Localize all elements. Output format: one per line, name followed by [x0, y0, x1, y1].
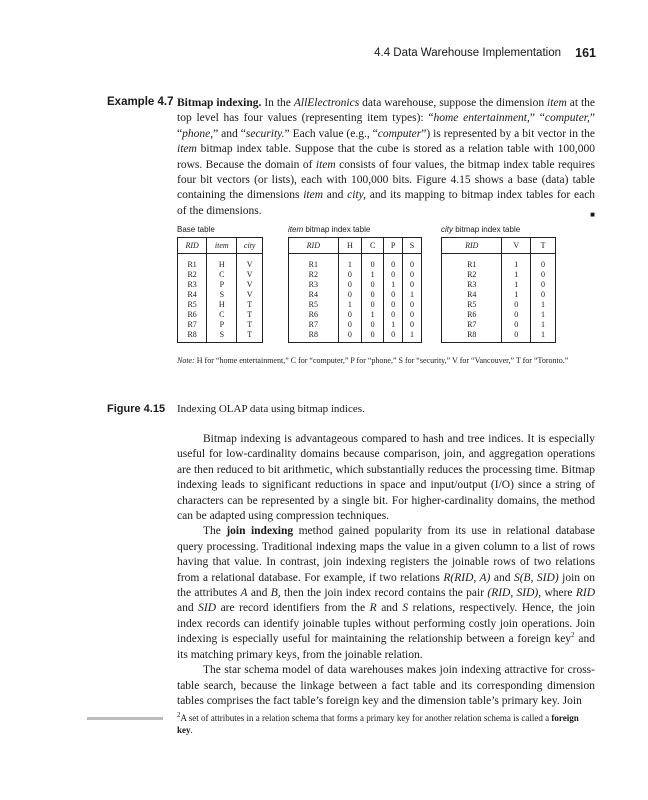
city-table-header: V	[502, 238, 531, 254]
table-row	[442, 310, 556, 320]
table-cell: 1	[531, 330, 556, 343]
table-row	[289, 300, 422, 310]
table-row	[289, 290, 422, 300]
table-row	[442, 320, 556, 330]
table-cell: 0	[403, 300, 422, 310]
base-table	[177, 237, 263, 343]
table-cell: 0	[502, 320, 531, 330]
table-cell: 1	[384, 280, 403, 290]
table-cell: R1	[178, 254, 207, 271]
table-cell: P	[207, 320, 237, 330]
item-table-header: RID	[289, 238, 339, 254]
table-cell: R1	[289, 254, 339, 271]
table-cell: 0	[384, 254, 403, 271]
table-cell: 0	[531, 254, 556, 271]
footnote: $^2$A set of attributes in a relation schema that forms a primary key for another relation schema is called a foreign key.	[177, 711, 579, 735]
table-cell: H	[207, 300, 237, 310]
example-label: Example 4.7	[107, 96, 174, 108]
table-row	[289, 310, 422, 320]
table-row	[289, 320, 422, 330]
table-cell: T	[237, 300, 263, 310]
table-cell: 0	[502, 300, 531, 310]
table-cell: T	[237, 330, 263, 343]
table-cell: R7	[289, 320, 339, 330]
table-cell: 1	[531, 300, 556, 310]
table-row	[442, 270, 556, 280]
table-cell: R8	[442, 330, 502, 343]
table-cell: 1	[403, 330, 422, 343]
table-row	[178, 280, 263, 290]
table-cell: R3	[289, 280, 339, 290]
item-table-header: C	[362, 238, 384, 254]
table-cell: 1	[362, 270, 384, 280]
table-cell: 0	[531, 280, 556, 290]
table-cell: 1	[502, 270, 531, 280]
body-text	[177, 432, 595, 709]
table-cell: 1	[403, 290, 422, 300]
table-cell: R5	[442, 300, 502, 310]
table-cell: 0	[362, 330, 384, 343]
table-row	[289, 270, 422, 280]
table-cell: S	[207, 330, 237, 343]
table-cell: R8	[289, 330, 339, 343]
table-row	[178, 330, 263, 343]
table-cell: 0	[338, 290, 362, 300]
table-row	[442, 254, 556, 271]
table-cell: 0	[384, 310, 403, 320]
body-paragraph-1: Bitmap indexing is advantageous compared to hash and tree indices. It is especially useful for low-cardinality domains because comparison, join, and aggregation operations are then reduced to bit arithmetic, which substantially reduces the processing time. Bitmap indexing leads to significant reductions in space and input/output (I/O) since a string of characters can be represented by a single bit. For higher-cardinality domains, the method can be adapted using compression techniques.	[177, 433, 595, 523]
table-cell: R1	[442, 254, 502, 271]
city-bitmap-table	[441, 237, 556, 343]
table-cell: T	[237, 310, 263, 320]
table-row	[442, 300, 556, 310]
table-cell: 1	[531, 310, 556, 320]
table-cell: 1	[502, 254, 531, 271]
table-cell: T	[237, 320, 263, 330]
table-cell: 0	[502, 310, 531, 320]
table-cell: 0	[403, 280, 422, 290]
table-cell: R4	[442, 290, 502, 300]
page-number: 161	[575, 46, 596, 60]
body-paragraph-2: The join indexing method gained popularity from its use in relational database query processing. Traditional indexing maps the value in a given column to a list of rows having that value. In contrast, join indexing registers the joinable rows of two relations from a relational database. For example, if two relations R(RID, A) and S(B, SID) join on the attributes A and B, then the join index record contains the pair (RID, SID), where RID and SID are record identifiers from the R and S relations, respectively. Hence, the join index records can identify joinable tuples without performing costly join operations. Join indexing is especially useful for maintaining the relationship between a foreign key$^2$ and its matching primary keys, from the joinable relation.	[177, 525, 596, 661]
table-cell: 0	[403, 320, 422, 330]
city-table-header: T	[531, 238, 556, 254]
table-cell: C	[207, 270, 237, 280]
base-table-header: city	[237, 238, 263, 254]
table-cell: R7	[178, 320, 207, 330]
city-table-caption: city bitmap index table	[441, 225, 521, 234]
table-cell: 1	[338, 254, 362, 271]
table-cell: 0	[338, 270, 362, 280]
table-cell: R6	[442, 310, 502, 320]
table-cell: 0	[384, 330, 403, 343]
item-table-header: H	[338, 238, 362, 254]
table-row	[178, 320, 263, 330]
base-table-caption: Base table	[177, 225, 215, 234]
running-head-section: 4.4 Data Warehouse Implementation	[374, 47, 561, 59]
table-row	[289, 330, 422, 343]
table-cell: P	[207, 280, 237, 290]
table-cell: 0	[531, 290, 556, 300]
table-row	[178, 270, 263, 280]
figure-note: Note: H for “home entertainment,” C for “computer,” P for “phone,” S for “security,” V for “Vancouver,” T for “Toronto.”	[177, 356, 569, 365]
footnote-rule	[87, 717, 163, 720]
table-cell: 0	[338, 280, 362, 290]
table-cell: R2	[442, 270, 502, 280]
table-cell: V	[237, 270, 263, 280]
company-name: AllElectronics	[293, 97, 360, 109]
table-cell: R8	[178, 330, 207, 343]
table-cell: S	[207, 290, 237, 300]
table-cell: 0	[362, 320, 384, 330]
table-cell: R4	[289, 290, 339, 300]
table-row	[442, 330, 556, 343]
table-cell: R4	[178, 290, 207, 300]
table-cell: 0	[531, 270, 556, 280]
footnote-reference[interactable]: 2	[571, 631, 575, 640]
table-cell: R3	[178, 280, 207, 290]
table-row	[442, 290, 556, 300]
table-cell: V	[237, 254, 263, 271]
table-cell: R5	[289, 300, 339, 310]
table-cell: R6	[289, 310, 339, 320]
table-cell: 0	[338, 330, 362, 343]
table-cell: V	[237, 290, 263, 300]
table-cell: H	[207, 254, 237, 271]
figure-label: Figure 4.15	[107, 403, 166, 415]
item-table-header: S	[403, 238, 422, 254]
table-cell: 0	[403, 310, 422, 320]
city-table-header: RID	[442, 238, 502, 254]
table-row	[178, 290, 263, 300]
item-table-caption: item bitmap index table	[288, 225, 371, 234]
table-cell: 1	[531, 320, 556, 330]
table-cell: 0	[362, 290, 384, 300]
table-cell: 0	[403, 270, 422, 280]
end-of-example-mark: ■	[590, 209, 595, 219]
base-table-header: item	[207, 238, 237, 254]
table-row	[289, 254, 422, 271]
table-cell: 0	[403, 254, 422, 271]
table-cell: R2	[289, 270, 339, 280]
table-cell: 0	[362, 280, 384, 290]
example-paragraph: Bitmap indexing. In the AllElectronics data warehouse, suppose the dimension item at the top level has four values (representing item types): “home entertainment,” “computer,” “phone,” and “security.” Each value (e.g., “computer”) is represented by a bit vector in the item bitmap index table. Suppose that the cube is stored as a relation table with 100,000 rows. Because the domain of item consists of four values, the bitmap index table requires four bit vectors (or lists), each with 100,000 bits. Figure 4.15 shows a base (data) table containing the dimensions item and city, and its mapping to bitmap index tables for each of the dimensions. ■	[177, 96, 595, 222]
table-cell: C	[207, 310, 237, 320]
table-cell: 0	[338, 310, 362, 320]
table-cell: 0	[384, 290, 403, 300]
item-table-header: P	[384, 238, 403, 254]
table-cell: 0	[502, 330, 531, 343]
join-indexing-term: join indexing	[226, 525, 294, 538]
footnote-mark: 2	[177, 711, 181, 719]
table-cell: R5	[178, 300, 207, 310]
foreign-key-term: foreign key	[177, 713, 579, 735]
table-cell: R3	[442, 280, 502, 290]
example-title: Bitmap indexing.	[177, 97, 262, 109]
figure-caption: Indexing OLAP data using bitmap indices.	[177, 403, 365, 415]
table-cell: R2	[178, 270, 207, 280]
table-cell: 0	[384, 300, 403, 310]
table-cell: 1	[502, 280, 531, 290]
table-row	[442, 280, 556, 290]
table-cell: R6	[178, 310, 207, 320]
table-cell: 0	[338, 320, 362, 330]
base-table-header: RID	[178, 238, 207, 254]
table-cell: 1	[502, 290, 531, 300]
table-cell: 1	[384, 320, 403, 330]
table-cell: 1	[338, 300, 362, 310]
running-head	[0, 47, 648, 63]
item-bitmap-table	[288, 237, 422, 343]
table-cell: 0	[362, 300, 384, 310]
table-cell: 0	[362, 254, 384, 271]
table-cell: 0	[384, 270, 403, 280]
table-cell: 1	[362, 310, 384, 320]
table-cell: R7	[442, 320, 502, 330]
body-paragraph-3: The star schema model of data warehouses makes join indexing attractive for cross-table search, because the linkage between a fact table and its corresponding dimension tables comprises the fact table’s foreign key and the dimension table’s primary key. Join	[177, 664, 595, 707]
table-row	[178, 310, 263, 320]
table-row	[289, 280, 422, 290]
table-row	[178, 300, 263, 310]
table-row	[178, 254, 263, 271]
table-cell: V	[237, 280, 263, 290]
